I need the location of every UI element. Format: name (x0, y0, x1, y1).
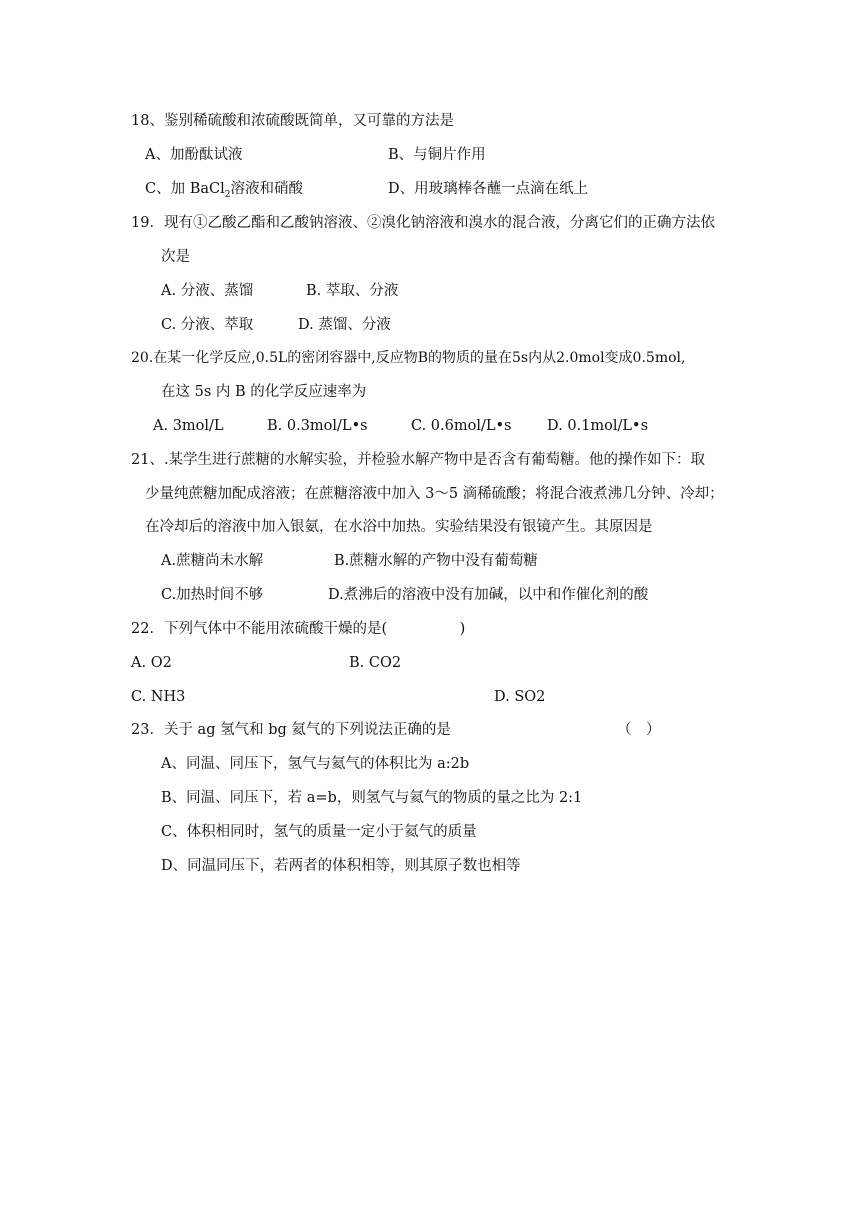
q19-stem-line1: 19．现有①乙酸乙酯和乙酸钠溶液、②溴化钠溶液和溴水的混合液，分离它们的正确方法依 (131, 215, 715, 231)
q20-stem-line1: 20.在某一化学反应,0.5L的密闭容器中,反应物B的物质的量在5s内从2.0mol变成0.5mol, (131, 350, 686, 366)
q18-option-c (145, 179, 303, 205)
q20-option-a: A. 3mol/L (153, 418, 224, 434)
q23-answer-blank: （ ） (617, 722, 661, 738)
q19-option-a: A. 分液、蒸馏 (161, 283, 254, 299)
q21-stem-line2: 少量纯蔗糖加配成溶液；在蔗糖溶液中加入 3～5 滴稀硫酸；将混合液煮沸几分钟、冷却； (145, 486, 724, 502)
q18-option-b: B、与铜片作用 (388, 147, 486, 163)
q23-option-d: D、同温同压下，若两者的体积相等，则其原子数也相等 (161, 858, 521, 874)
q19-option-c: C. 分液、萃取 (161, 317, 254, 333)
q18-option-c-suffix: 溶液和硝酸 (230, 181, 303, 197)
q19-option-d: D. 蒸馏、分液 (298, 317, 391, 333)
q21-stem-line1: 21、.某学生进行蔗糖的水解实验，并检验水解产物中是否含有葡萄糖。他的操作如下：取 (131, 452, 706, 468)
q23-option-a: A、同温、同压下，氢气与氦气的体积比为 a:2b (161, 756, 470, 772)
q23-option-b: B、同温、同压下，若 a=b，则氢气与氦气的物质的量之比为 2:1 (161, 790, 583, 806)
q22-option-a: A. O2 (131, 655, 172, 671)
q23-stem: 23．关于 ag 氢气和 bg 氦气的下列说法正确的是 (131, 722, 451, 738)
q18-option-c-subscript: 2 (224, 189, 231, 200)
q21-option-a: A.蔗糖尚未水解 (161, 553, 264, 569)
q20-stem-line2: 在这 5s 内 B 的化学反应速率为 (161, 384, 367, 400)
q23-option-c: C、体积相同时，氢气的质量一定小于氦气的质量 (161, 824, 477, 840)
q20-option-d: D. 0.1mol/L•s (547, 418, 649, 434)
q22-option-d: D. SO2 (494, 689, 546, 705)
q21-option-b: B.蔗糖水解的产物中没有葡萄糖 (334, 553, 538, 569)
q19-option-b: B. 萃取、分液 (306, 283, 399, 299)
q21-option-d: D.煮沸后的溶液中没有加碱，以中和作催化剂的酸 (328, 587, 649, 603)
q18-option-a: A、加酚酞试液 (145, 147, 243, 163)
q22-stem: 22．下列气体中不能用浓硫酸干燥的是( ) (131, 621, 466, 637)
q20-option-b: B. 0.3mol/L•s (267, 418, 368, 434)
q21-option-c: C.加热时间不够 (161, 587, 264, 603)
q18-stem: 18、鉴别稀硫酸和浓硫酸既简单，又可靠的方法是 (131, 113, 454, 129)
q18-option-c-prefix: C、加 BaCl (145, 181, 225, 197)
q19-stem-line2: 次是 (161, 249, 190, 265)
q21-stem-line3: 在冷却后的溶液中加入银氨，在水浴中加热。实验结果没有银镜产生。其原因是 (145, 519, 653, 535)
q20-option-c: C. 0.6mol/L•s (411, 418, 512, 434)
q18-option-d: D、用玻璃棒各蘸一点滴在纸上 (388, 181, 589, 197)
q22-option-c: C. NH3 (131, 689, 186, 705)
q22-option-b: B. CO2 (349, 655, 402, 671)
